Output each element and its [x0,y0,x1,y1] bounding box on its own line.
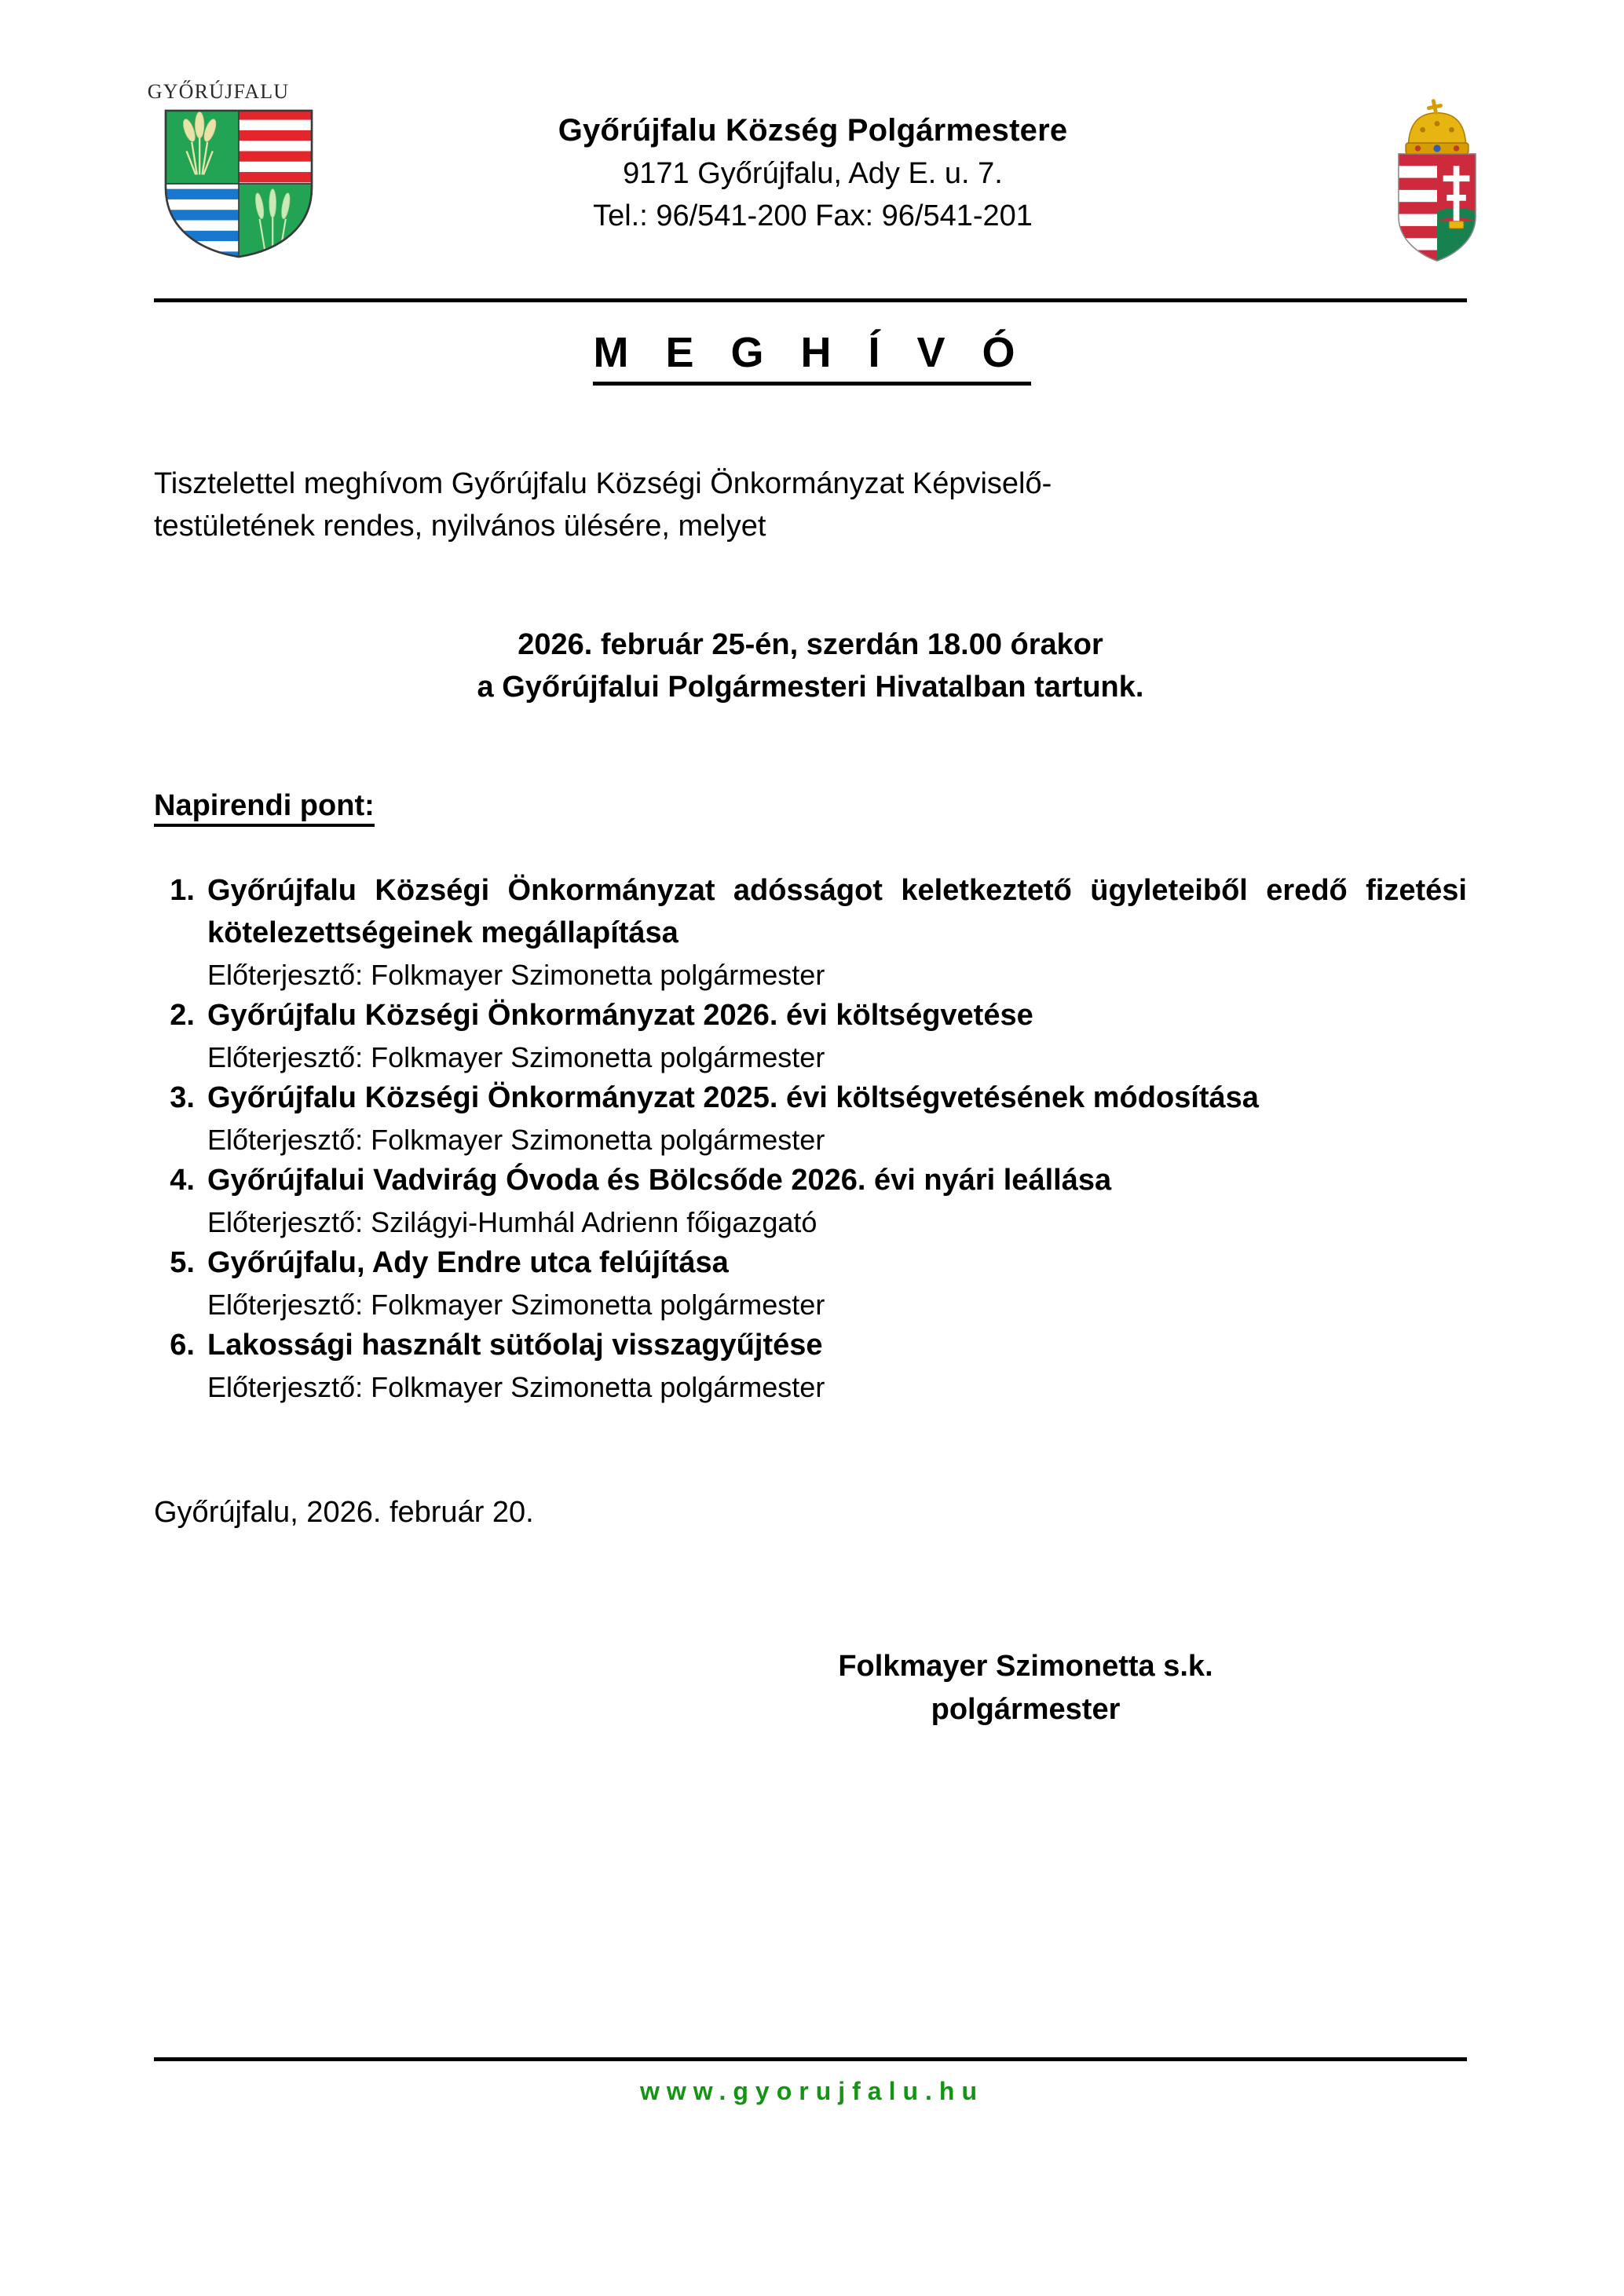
office-address: 9171 Győrújfalu, Ady E. u. 7. [623,156,1003,190]
intro-line-2: testületének rendes, nyilvános ülésére, melyet [154,509,766,543]
intro-paragraph [154,463,1467,548]
list-item [154,1077,1467,1160]
meeting-location: a Győrújfalui Polgármesteri Hivatalban tartunk. [477,670,1144,704]
agenda-item-number: 6. [170,1329,195,1362]
footer-divider [154,2057,1467,2061]
intro-line-1: Tisztelettel meghívom Győrújfalu Községi Önkormányzat Képviselő- [154,467,1052,500]
hungary-coat-of-arms-icon [1376,86,1498,267]
agenda-item-title: Lakossági használt sütőolaj visszagyűjtése [207,1329,823,1362]
agenda-heading [154,789,375,823]
list-item [154,870,1467,995]
header-text-block [408,108,1217,238]
header-divider [154,298,1467,302]
crest-caption: GYŐRÚJFALU [147,80,290,103]
agenda-list [154,870,1467,1407]
agenda-item-number: 2. [170,999,195,1033]
agenda-item-title: Győrújfalu Községi Önkormányzat adósságot keletkeztető ügyleteiből eredő fizetési kötelezettségeinek megállapítása [207,874,1467,949]
agenda-item-presenter: Előterjesztő: Folkmayer Szimonetta polgármester [207,1371,825,1404]
place-and-date: Győrújfalu, 2026. február 20. [154,1496,534,1529]
agenda-heading-text: Napirendi pont: [154,789,375,827]
agenda-item-title: Győrújfalu Községi Önkormányzat 2026. évi költségvetése [207,999,1033,1033]
agenda-item-number: 3. [170,1081,195,1115]
meeting-details [154,624,1467,709]
agenda-item-number: 4. [170,1164,195,1197]
list-item [154,1325,1467,1407]
agenda-item-presenter: Előterjesztő: Folkmayer Szimonetta polgármester [207,1040,825,1073]
agenda-item-number: 1. [170,874,195,907]
agenda-item-presenter: Előterjesztő: Folkmayer Szimonetta polgármester [207,958,825,991]
list-item [154,1160,1467,1242]
agenda-item-presenter: Előterjesztő: Szilágyi-Humhál Adrienn főigazgató [207,1206,817,1239]
agenda-item-number: 5. [170,1246,195,1280]
footer-website-link[interactable]: www.gyorujfalu.hu [639,2077,985,2105]
office-contact: Tel.: 96/541-200 Fax: 96/541-201 [593,199,1033,232]
agenda-item-presenter: Előterjesztő: Folkmayer Szimonetta polgármester [207,1124,825,1157]
page-title [0,328,1624,386]
page-title-text: M E G H Í V Ó [593,328,1030,386]
signature-role: polgármester [931,1693,1121,1727]
meeting-datetime: 2026. február 25-én, szerdán 18.00 órakor [518,628,1103,661]
signature-name: Folkmayer Szimonetta s.k. [838,1650,1213,1683]
office-title: Győrújfalu Község Polgármestere [558,113,1068,148]
agenda-item-presenter: Előterjesztő: Folkmayer Szimonetta polgármester [207,1289,825,1322]
list-item [154,1242,1467,1325]
agenda-item-title: Győrújfalu Községi Önkormányzat 2025. évi költségvetésének módosítása [207,1081,1259,1115]
agenda-item-title: Győrújfalu, Ady Endre utca felújítása [207,1246,729,1280]
agenda-item-title: Győrújfalui Vadvirág Óvoda és Bölcsőde 2026. évi nyári leállása [207,1164,1112,1197]
list-item [154,995,1467,1077]
document-header [0,0,1624,314]
signature-block [594,1645,1458,1731]
gyorujfalu-coat-of-arms-icon [140,80,297,261]
